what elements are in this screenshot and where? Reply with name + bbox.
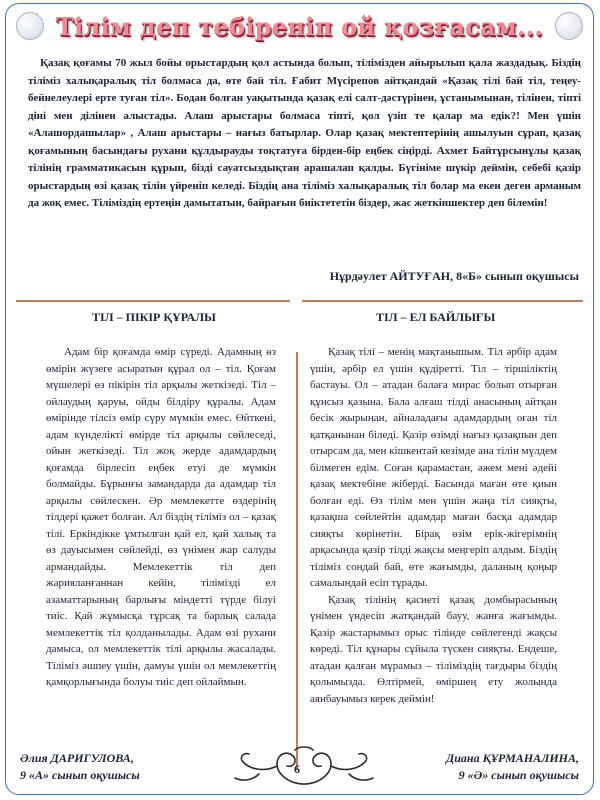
page-number: 6 [294,762,300,776]
right-column-paragraph-2: Қазақ тілінің қасиеті қазақ домбырасының үнімен үндесіп жатқандай бауу, жанға жағымды. Қазір жастарымыз орыс тілінде сөйлегенді жақсы көреді. Тіл құнары сұйыла түскен сияқты. Ендеше, атадан қалған мұрамыз – тіліміздің тағдыры біздің қолымызда. Өлтірмей, өміршең ету жолында аянбауымыз керек деймін! [310,593,557,705]
newspaper-page [5,3,594,795]
left-author-class: 9 «А» сынып оқушысы [20,768,140,782]
intro-paragraph: Қазақ қоғамы 70 жыл бойы орыстардың қол астында болып, тілімізден айырылып қала жаздадық. Біздің тіліміз халықаралық тіл болмаса да, өте бай тіл. Ғабит Мүсірепов айтқандай «Қазақ тілі бай тіл, теңеу-бейнелеулері ерте туған тіл». Бодан болған уақытында қазақ елі салт-дәстүрінен, ұстанымынан, тілінен, тіпті діні мен ділінен алыстады. Алаш арыстары болмаса тіпті, қол үзіп те қалар ма едік?! Мен үшін «Алашордашылар» , Алаш арыстары – нағыз батырлар. Олар қазақ мектептерінің ашылуын сұрап, қазақ қоғамының басындағы рухани құлдырауды тоқтатуға бірден-бір еңбек сіңірді. Ахмет Байтұрсынұлы қазақ тілінің грамматикасын құрып, бізді сауатсыздықтан арашалап қалды. Бүгініме шүкір деймін, себебі қазір орыстардың өзі қазақ тілін үйреніп келеді. Біздің ана тіліміз халықаралық тіл болар ма екен деген арманым да жоқ емес. Тіліміздің ертеңін дамытатын, байрағын биіктететін біздер, жас жеткіншектер деп білемін! [28,57,581,209]
left-author-name: Әлия ДАРИГУЛОВА, [20,751,134,765]
right-author-class: 9 «Ә» сынып оқушысы [458,768,579,782]
left-column-paragraph: Адам бір қоғамда өмір сүреді. Адамның өз өмірін жүзеге асыратын құрал ол – тіл. Қоғам мүшелері өз пікірін тіл арқылы жеткізеді. Тіл – ойлаудың қаруы, ойды білдіру құралы. Адам өмірінде тілсіз өмір сүру мүмкін емес. Өйткені, адам күнделікті өмірде тіл арқылы сөйлеседі, ойын жеткізеді. Тіл жоқ жерде адамдардың қоғамда бірлесіп еңбек етуі де мүмкін болмайды. Бұрынғы замандарда да адамдар тіл арқылы сөйлескен. Әр мемлекетте өздерінің тілдері қажет болған. Ал біздің тіліміз ол – қазақ тілі. Еркіндікке ұмтылған қай ел, қай халық та өз дауысымен сөйлейді, өз үнімен жар салуды армандайды. Мемлекеттік тіл деп жарияланғаннан кейін, тілімізді ел азаматтарының барлығы міндетті түрде білуі тиіс. Қай жұмысқа тұрсақ та барлық салада мемлекеттік тіл қолданылады. Адам өзі рухани дамыса, ол мемлекеттік тілі арқылы жасалады. Тіліміз әшпеу үшін, дамуы үшін ол мемлекеттің қамқорлығында болуы тиіс деп ойлаймын. [46,346,276,688]
right-column [310,344,557,707]
divider-right [302,300,583,302]
left-column [46,344,276,691]
intro-signature: Нұрдәулет АЙТУҒАН, 8«Б» сынып оқушысы [329,269,579,283]
right-column-paragraph-1: Қазақ тілі – менің мақтанышым. Тіл әрбір адам үшін, әрбір ел үшін құдіретті. Тіл – тіршіліктің бастауы. Ол – атадан балаға мирас болып отырған құнсыз қазына. Бала алғаш тілді анасының айтқан бесік жырынан, айналадағы адамдардың оған тіл қатқанынан біледі. Қазір өзімді нағыз қазақпын деп отырсам да, мен кішкентай кезімде ана тілін мүлдем білмеген едім. Соған қарамастан, әжем мені әдейі қазақ мектебіне жіберді. Басында маған өте қиын болған еді. Өз тілім мен үшін жаңа тіл сияқты, қазақша сөйлейтін адамдар маған басқа адамдар сияқты көрінетін. Бірақ өзім ерік-жігерімнің арқасында қазір тілді жақсы меңгеріп алдым. Біздің тіліміз сондай бай, өте жағымды, даланың қоңыр самалындай есіп тұрады. [310,346,557,589]
right-column-heading: ТІЛ – ЕЛ БАЙЛЫҒЫ [376,310,496,324]
right-author-block [446,750,579,784]
right-author-name: Диана ҚҰРМАНАЛИНА, [446,751,579,765]
left-author-block [20,750,140,784]
divider-left [16,300,290,302]
flourish-ornament-icon [229,744,379,792]
column-divider [296,352,298,770]
page-title: Тілім деп тебіреніп ой қозғасам... [55,12,544,41]
left-column-heading: ТІЛ – ПІКІР ҚҰРАЛЫ [92,310,216,324]
